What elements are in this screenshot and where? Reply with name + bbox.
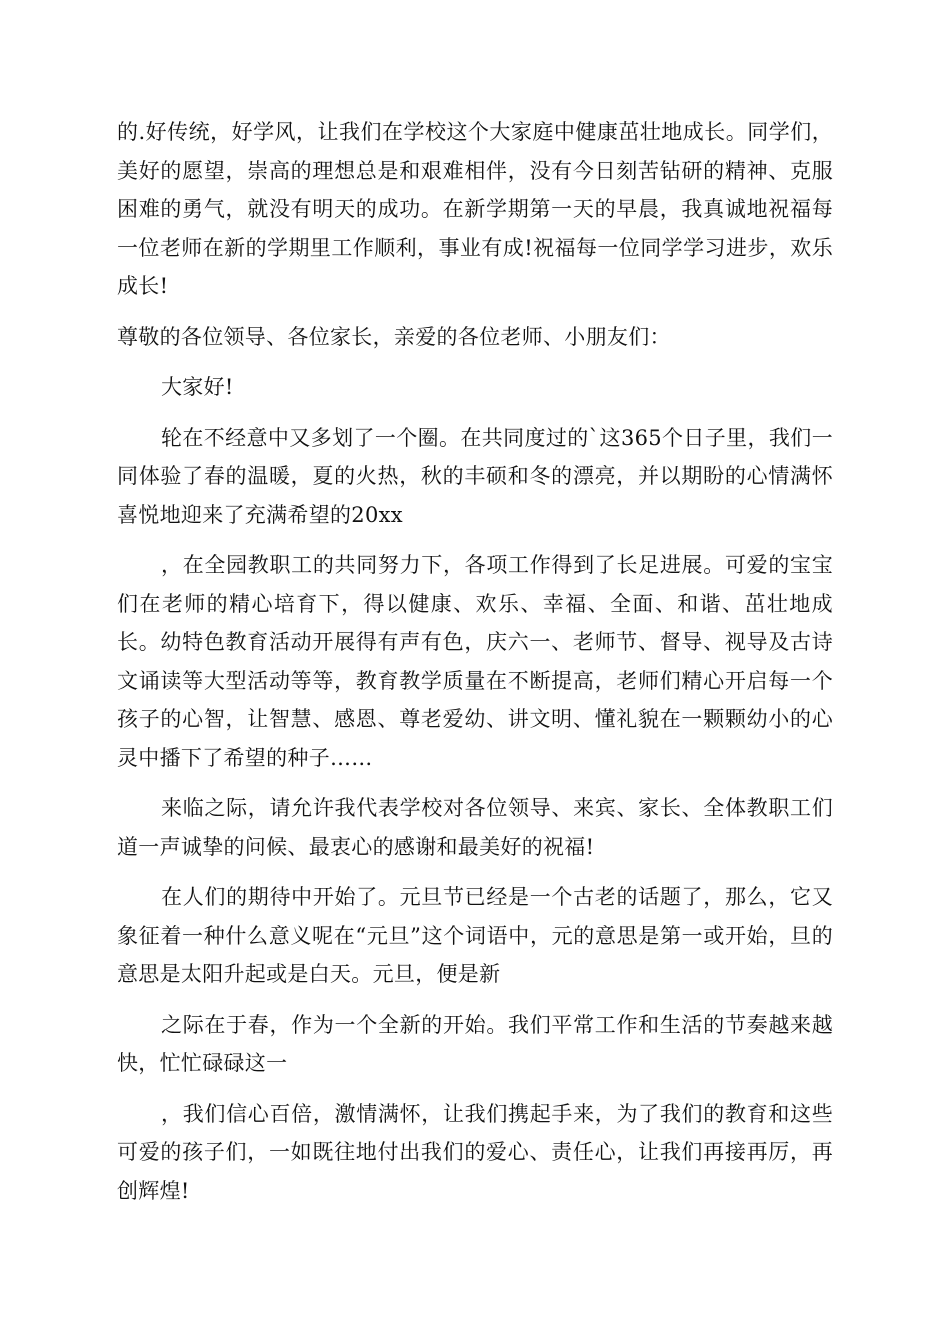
paragraph: 轮在不经意中又多划了一个圈。在共同度过的`这365个日子里，我们一同体验了春的温暖，夏的火热，秋的丰硕和冬的漂亮，并以期盼的心情满怀喜悦地迎来了充满希望的20xx — [117, 425, 833, 527]
paragraph: ，在全园教职工的共同努力下，各项工作得到了长足进展。可爱的宝宝们在老师的精心培育下，得以健康、欢乐、幸福、全面、和谐、茁壮地成长。幼特色教育活动开展得有声有色，庆六一、老师节、督导、视导及古诗文诵读等大型活动等等，教育教学质量在不断提高，老师们精心开启每一个孩子的心智，让智慧、感恩、尊老爱幼、讲文明、懂礼貌在一颗颗幼小的心灵中播下了希望的种子…… — [117, 553, 833, 770]
greeting: 大家好! — [161, 375, 234, 399]
paragraph: 在人们的期待中开始了。元旦节已经是一个古老的话题了，那么，它又象征着一种什么意义呢在“元旦”这个词语中，元的意思是第一或开始，旦的意思是太阳升起或是白天。元旦，便是新 — [117, 885, 833, 986]
paragraph: ，我们信心百倍，激情满怀，让我们携起手来，为了我们的教育和这些可爱的孩子们，一如既往地付出我们的爱心、责任心，让我们再接再厉，再创辉煌! — [117, 1101, 833, 1203]
salutation: 尊敬的各位领导、各位家长，亲爱的各位老师、小朋友们： — [117, 324, 671, 349]
paragraph: 之际在于春，作为一个全新的开始。我们平常工作和生活的节奏越来越快，忙忙碌碌这一 — [117, 1012, 833, 1075]
paragraph: 来临之际，请允许我代表学校对各位领导、来宾、家长、全体教职工们道一声诚挚的问候、最衷心的感谢和最美好的祝福! — [117, 796, 833, 859]
paragraph: 的.好传统，好学风，让我们在学校这个大家庭中健康茁壮地成长。同学们，美好的愿望，崇高的理想总是和艰难相伴，没有今日刻苦钻研的精神、克服困难的勇气，就没有明天的成功。在新学期第一天的早晨，我真诚地祝福每一位老师在新的学期里工作顺利，事业有成!祝福每一位同学学习进步，欢乐成长! — [117, 120, 833, 298]
document-body — [117, 113, 833, 1222]
